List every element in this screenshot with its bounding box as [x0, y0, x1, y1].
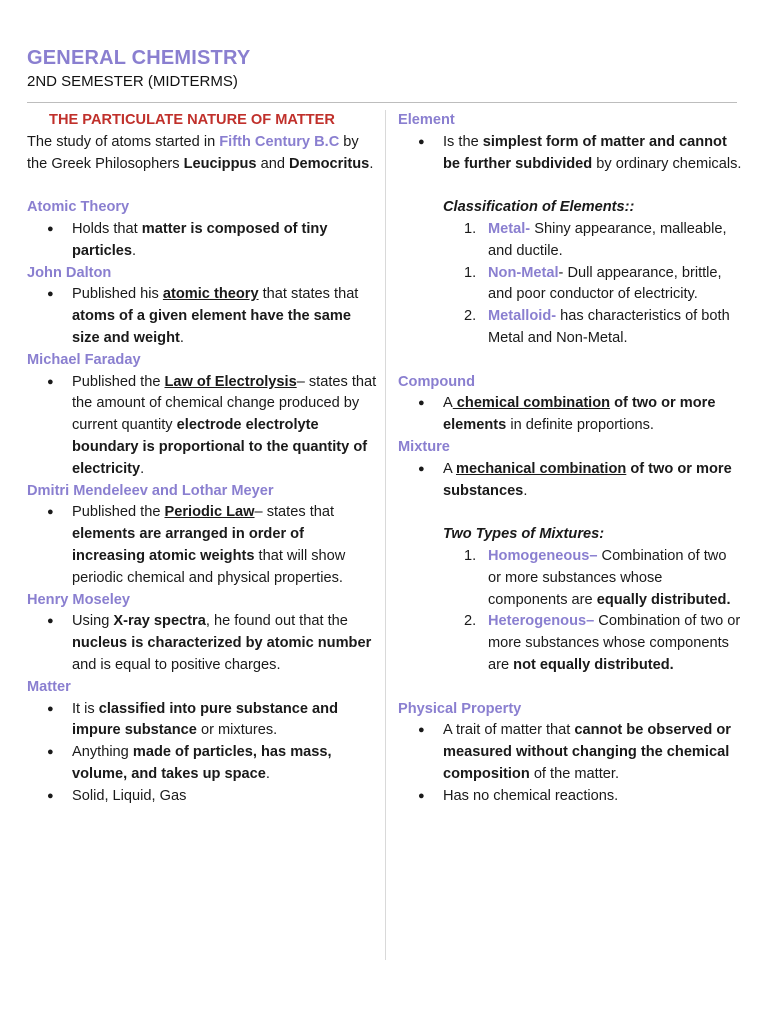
- list-item: ● It is classified into pure substance and impure substance or mixtures.: [27, 699, 377, 743]
- list-item: ● Published the Periodic Law– states that elements are arranged in order of increasing atomic weights that will show periodic chemical and physical properties.: [27, 502, 377, 589]
- heading-john-dalton: John Dalton: [27, 264, 112, 281]
- compound-list: [398, 393, 743, 437]
- page-subtitle: 2ND SEMESTER (MIDTERMS): [27, 73, 238, 90]
- section-title: THE PARTICULATE NATURE OF MATTER: [49, 112, 335, 128]
- heading-element: Element: [398, 112, 455, 128]
- era-highlight: Fifth Century B.C: [219, 133, 340, 150]
- list-item: 1. Metal- Shiny appearance, malleable, and ductile.: [464, 220, 727, 259]
- header-divider: [27, 102, 737, 103]
- list-item: ● A mechanical combination of two or more substances.: [398, 459, 743, 503]
- heading-michael-faraday: Michael Faraday: [27, 351, 141, 368]
- list-item: 2. Metalloid- has characteristics of both Metal and Non-Metal.: [464, 308, 730, 346]
- heading-mixture: Mixture: [398, 438, 450, 455]
- list-item: ● A chemical combination of two or more elements in definite proportions.: [398, 393, 743, 437]
- mixture-types-list: [398, 546, 743, 677]
- dalton-list: [27, 284, 377, 349]
- heading-compound: Compound: [398, 373, 476, 390]
- classification-list: [398, 219, 743, 350]
- right-column: [398, 110, 743, 808]
- list-item: ● Anything made of particles, has mass, volume, and takes up space.: [27, 742, 377, 786]
- list-item: ● Published the Law of Electrolysis– states that the amount of chemical change produced by current quantity electrode electrolyte boundary is proportional to the quantity of electricity.: [27, 372, 377, 481]
- list-item: ● Holds that matter is composed of tiny particles.: [27, 219, 377, 263]
- mixture-types-title: Two Types of Mixtures:: [443, 526, 605, 543]
- list-item: ● A trait of matter that cannot be observed or measured without changing the chemical composition of the matter.: [398, 720, 743, 785]
- mixture-list: [398, 459, 743, 503]
- heading-atomic-theory: Atomic Theory: [27, 199, 130, 216]
- atomic-theory-list: [27, 219, 377, 263]
- list-item: ● Published his atomic theory that states that atoms of a given element have the same size and weight.: [27, 284, 377, 349]
- physical-property-list: [398, 720, 743, 807]
- heading-henry-moseley: Henry Moseley: [27, 591, 131, 608]
- list-item: ● Solid, Liquid, Gas: [27, 786, 377, 808]
- moseley-list: [27, 611, 377, 676]
- list-item: 2. Heterogenous– Combination of two or more substances whose components are not equally distributed.: [464, 613, 741, 673]
- list-item: ● Has no chemical reactions.: [398, 786, 743, 808]
- list-item: ● Using X-ray spectra, he found out that the nucleus is characterized by atomic number and is equal to positive charges.: [27, 611, 377, 676]
- intro-paragraph: The study of atoms started in Fifth Century B.C by the Greek Philosophers Leucippus and Democritus.: [27, 133, 374, 172]
- list-item: 1. Homogeneous– Combination of two or more substances whose components are equally distributed.: [464, 547, 731, 608]
- list-item: ● Is the simplest form of matter and cannot be further subdivided by ordinary chemicals.: [398, 132, 743, 176]
- mendeleev-list: [27, 502, 377, 589]
- heading-physical-property: Physical Property: [398, 700, 522, 717]
- classification-title: Classification of Elements::: [443, 199, 635, 216]
- heading-matter: Matter: [27, 678, 71, 695]
- left-column: [27, 110, 377, 808]
- element-list: [398, 132, 743, 176]
- faraday-list: [27, 372, 377, 481]
- page-title: GENERAL CHEMISTRY: [27, 47, 251, 69]
- list-item: 1. Non-Metal- Dull appearance, brittle, and poor conductor of electricity.: [464, 264, 722, 303]
- heading-mendeleev-meyer: Dmitri Mendeleev and Lothar Meyer: [27, 482, 274, 499]
- matter-list: [27, 699, 377, 808]
- column-divider: [385, 110, 386, 960]
